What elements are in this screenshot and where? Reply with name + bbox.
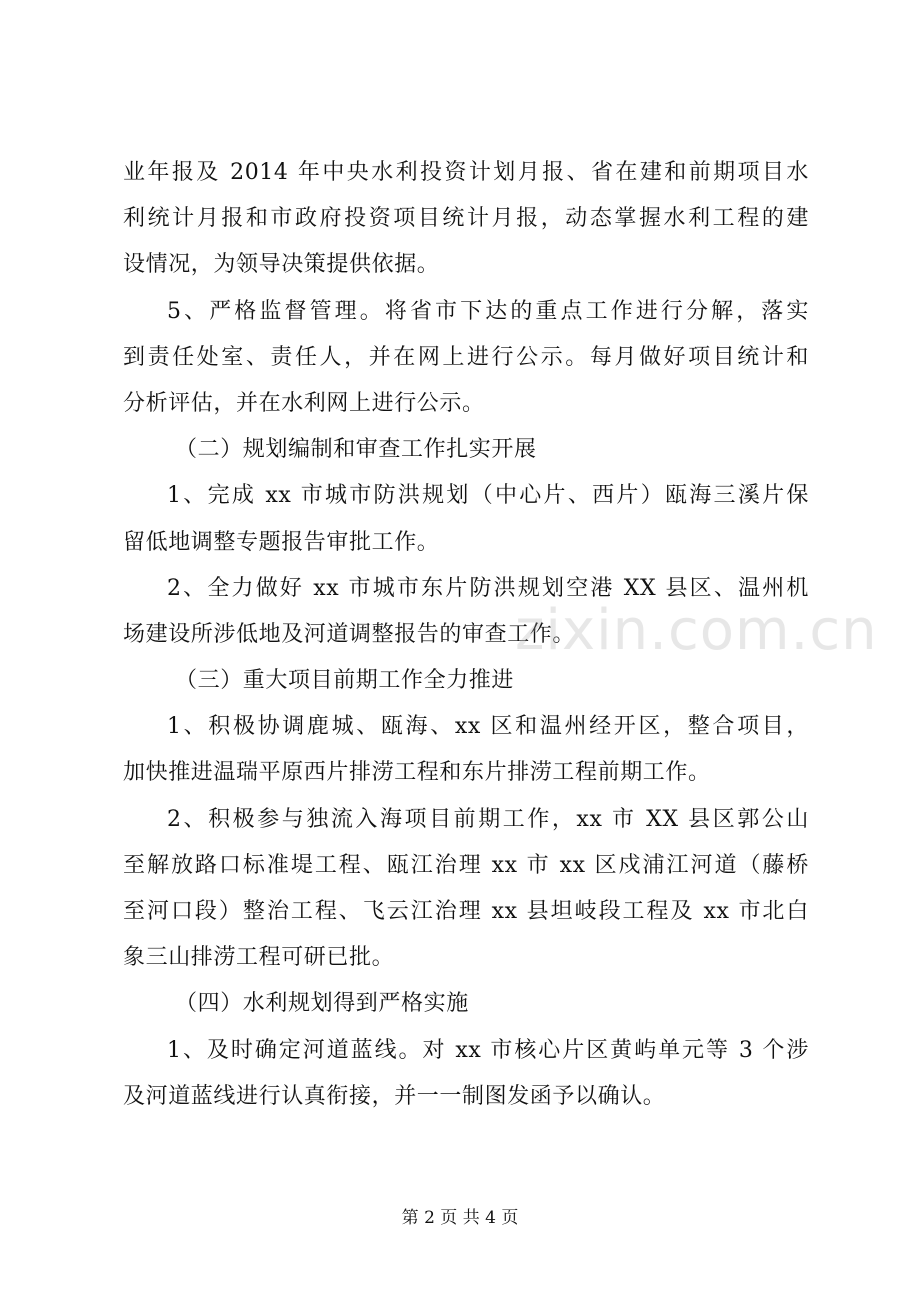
page-number-footer: 第 2 页 共 4 页 [401,1208,519,1228]
paragraph-line: 及河道蓝线进行认真衔接，并一一制图发函予以确认。 [123,1083,666,1109]
paragraph-line: 设情况，为领导决策提供依据。 [123,252,440,278]
paragraph-line: 至解放路口标准堤工程、瓯江治理 xx 市 xx 区戍浦江河道（藤桥 [123,852,809,878]
paragraph-line: 到责任处室、责任人，并在网上进行公示。每月做好项目统计和 [123,344,809,370]
paragraph-line: 加快推进温瑞平原西片排涝工程和东片排涝工程前期工作。 [123,760,711,786]
document-body [123,150,809,1120]
paragraph-line: 至河口段）整治工程、飞云江治理 xx 县坦岐段工程及 xx 市北白 [123,899,809,924]
paragraph-line: 1、完成 xx 市城市防洪规划（中心片、西片）瓯海三溪片保 [167,483,809,509]
paragraph-line: 利统计月报和市政府投资项目统计月报，动态掌握水利工程的建 [123,206,809,232]
paragraph-line: 象三山排涝工程可研已批。 [123,945,395,971]
paragraph-line: 2、积极参与独流入海项目前期工作，xx 市 XX 县区郭公山 [167,806,809,832]
paragraph-line: 留低地调整专题报告审批工作。 [123,529,440,555]
paragraph-line: 2、全力做好 xx 市城市东片防洪规划空港 XX 县区、温州机 [167,575,809,601]
section-heading: （四）水利规划得到严格实施 [175,991,469,1017]
section-heading: （二）规划编制和审查工作扎实开展 [175,437,537,463]
section-heading: （三）重大项目前期工作全力推进 [175,668,515,694]
paragraph-line: 5、严格监督管理。将省市下达的重点工作进行分解，落实 [167,298,809,324]
paragraph-line: 分析评估，并在水利网上进行公示。 [123,390,485,416]
paragraph-line: 1、积极协调鹿城、瓯海、xx 区和温州经开区，整合项目， [167,714,809,740]
paragraph-line: 1、及时确定河道蓝线。对 xx 市核心片区黄屿单元等 3 个涉 [167,1037,809,1063]
watermark: zixin.com.cn [515,598,878,663]
paragraph-line: 场建设所涉低地及河道调整报告的审查工作。 [123,621,576,647]
paragraph-line: 业年报及 2014 年中央水利投资计划月报、省在建和前期项目水 [123,160,809,185]
